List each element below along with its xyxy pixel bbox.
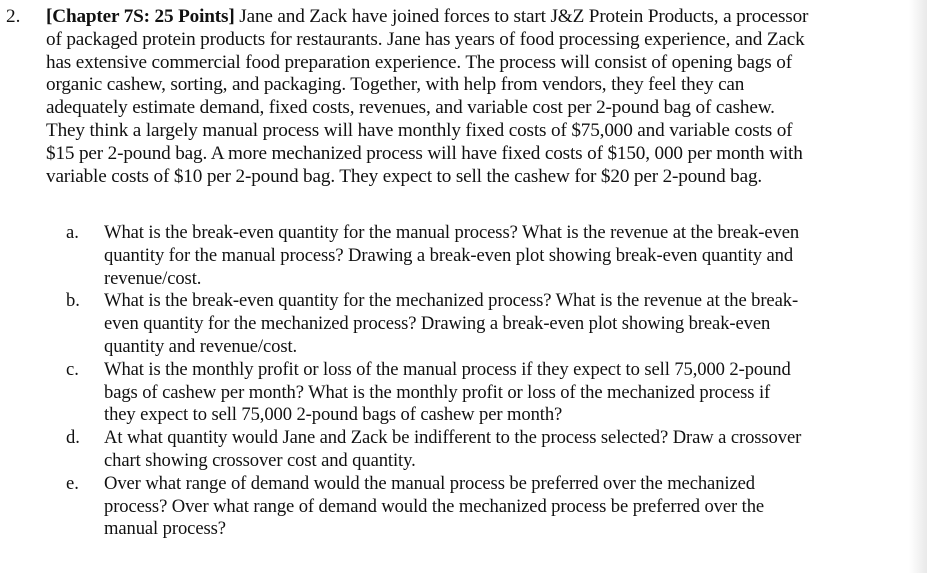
page-edge-shadow <box>909 0 927 573</box>
sub-question-line: manual process? <box>104 518 226 540</box>
sub-question-list <box>66 222 918 541</box>
question-stem-line: has extensive commercial food preparation experience. The process will consist of opening bags of <box>46 51 792 73</box>
sub-question-e <box>66 473 918 541</box>
sub-question-line: they expect to sell 75,000 2-pound bags of cashew per month? <box>104 404 563 426</box>
sub-question-line: even quantity for the mechanized process? Drawing a break-even plot showing break-even <box>104 313 771 335</box>
sub-question-d <box>66 427 918 473</box>
sub-question-line: What is the break-even quantity for the mechanized process? What is the revenue at the break- <box>104 290 799 312</box>
sub-question-line: quantity for the manual process? Drawing a break-even plot showing break-even quantity and <box>104 244 794 266</box>
sub-question-line: What is the monthly profit or loss of the manual process if they expect to sell 75,000 2-pound <box>104 358 791 380</box>
question-stem-line <box>46 6 910 29</box>
sub-question-letter: a. <box>66 222 79 243</box>
sub-question-b <box>66 290 918 358</box>
sub-question-text <box>104 359 918 427</box>
sub-question-c <box>66 359 918 427</box>
question-stem-line: of packaged protein products for restaurants. Jane has years of food processing experience, and Zack <box>46 28 805 50</box>
question-stem-line: organic cashew, sorting, and packaging. Together, with help from vendors, they feel they can <box>46 74 745 96</box>
sub-question-letter: e. <box>66 472 79 494</box>
question-stem-line: adequately estimate demand, fixed costs, revenues, and variable cost per 2-pound bag of cashew. <box>46 97 775 119</box>
question-stem <box>46 6 910 188</box>
sub-question-line: Over what range of demand would the manual process be preferred over the mechanized <box>104 472 755 494</box>
sub-question-letter: b. <box>66 290 80 312</box>
sub-question-line: What is the break-even quantity for the manual process? What is the revenue at the break-even <box>104 222 800 243</box>
sub-question-line: revenue/cost. <box>104 267 202 289</box>
question-heading: [Chapter 7S: 25 Points] <box>46 6 235 27</box>
sub-question-line: quantity and revenue/cost. <box>104 335 298 357</box>
question-stem-text: Jane and Zack have joined forces to start J&Z Protein Products, a processor <box>234 6 809 27</box>
sub-question-letter: c. <box>66 358 79 380</box>
sub-question-line: At what quantity would Jane and Zack be indifferent to the process selected? Draw a crossover <box>104 427 802 449</box>
sub-question-text <box>104 290 918 358</box>
sub-question-letter: d. <box>66 427 80 449</box>
sub-question-a <box>66 222 918 290</box>
question-stem-line: variable costs of $10 per 2-pound bag. They expect to sell the cashew for $20 per 2-pound bag. <box>46 165 763 187</box>
question-stem-line: They think a largely manual process will have monthly fixed costs of $75,000 and variable costs of <box>46 119 793 141</box>
question-number: 2. <box>6 6 21 27</box>
sub-question-line: chart showing crossover cost and quantity. <box>104 449 416 471</box>
question-block <box>6 6 910 188</box>
sub-question-text <box>104 222 918 290</box>
sub-question-text <box>104 427 918 473</box>
sub-question-line: bags of cashew per month? What is the monthly profit or loss of the mechanized process if <box>104 381 771 403</box>
question-stem-line: $15 per 2-pound bag. A more mechanized process will have fixed costs of $150, 000 per month with <box>46 142 803 164</box>
sub-question-text <box>104 473 918 541</box>
sub-question-line: process? Over what range of demand would the mechanized process be preferred over the <box>104 495 765 517</box>
